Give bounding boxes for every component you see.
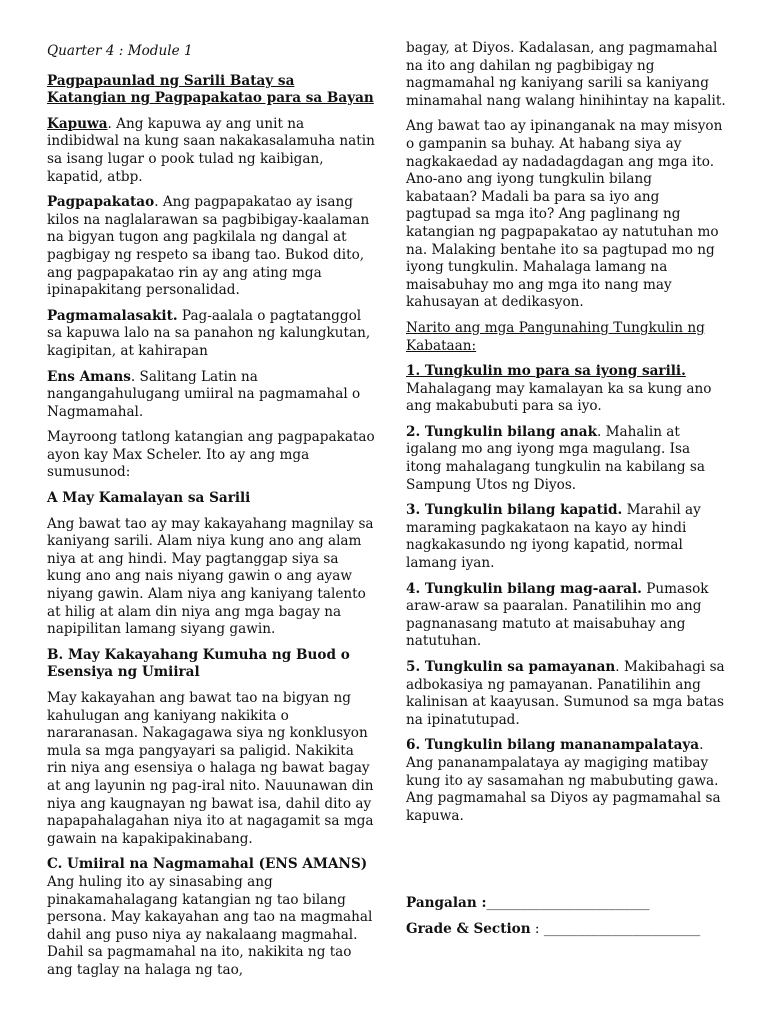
definition-kapuwa-text: . Ang kapuwa ay ang unit na indibidwal na kung saan nakakasalamuha natin sa isang lugar o pook tulad ng kaibigan, kapatid, atbp. [47,115,375,185]
tungkulin-item-2-text: . Mahalin at igalang mo ang iyong mga magulang. Isa itong mahalagang tungkulin na kabilang sa Sampung Utos ng Diyos. [406,423,705,493]
name-blank-line[interactable]: ________________________ [486,895,650,911]
definition-pagmamalasakit [47,308,377,361]
tungkulin-item-1-text: Mahalagang may kamalayan ka sa kung ano ang makabubuti para sa iyo. [406,380,712,415]
paragraph-a: Ang bawat tao ay may kakayahang magnilay sa kaniyang sarili. Alam niya kung ano ang alam niya at ang hindi. May pagtanggap siya sa kung ano ang nais niyang gawin o ang ayaw niyang gawin. Alam niya ang kaniyang talento at hilig at alam din niya ang mga bagay na napipilitan lamang siyang gawin. [47,515,374,638]
heading-a: A May Kamalayan sa Sarili [47,490,251,507]
tungkulin-item-6-title: 6. Tungkulin bilang mananampalataya [406,737,700,754]
definition-kapuwa [47,116,377,186]
name-label: Pangalan : [406,895,487,911]
tungkulin-list-heading: Narito ang mga Pangunahing Tungkulin ng Kabataan: [406,319,705,354]
paragraph-b: May kakayahan ang bawat tao na bigyan ng kahulugan ang kaniyang nakikita o nararanasan. Nakagagawa siya ng konklusyon mula sa mga pangyayari sa paligid. Nakikita rin niya ang esensiya o halaga ng bawat bagay at ang layunin ng pag-iral nito. Nauunawan din niya ang kaugnayan ng bawat isa, dahil dito ay napapahalagahan niya ito at nagagamit sa mga gawain na kapakipakinabang. [47,690,374,847]
quarter-module-label: Quarter 4 : Module 1 [47,43,193,59]
tungkulin-item-4-title: 4. Tungkulin bilang mag-aaral. [406,580,642,597]
tungkulin-item-3-title: 3. Tungkulin bilang kapatid. [406,502,623,519]
definition-ens-amans [47,369,377,422]
tungkulin-item-3-text: Marahil ay maraming pagkakataon na kayo ay hindi nagkakasundo ng iyong kapatid, normal lamang iyan. [406,502,701,572]
tungkulin-item-4-text: Pumasok araw-araw sa paaralan. Panatilihin mo ang pagnanasang matuto at maisabuhay ang natutuhan. [406,580,709,650]
paragraph-c: Ang huling ito ay sinasabing ang pinakamahalagang katangian ng tao bilang persona. May kakayahan ang tao na magmahal dahil ang puso niya ay nakalaang magmahal. Dahil sa pagmamahal na ito, nakikita ng tao ang taglay na halaga ng tao, [47,873,373,978]
definition-pagmamalasakit-text: Pag-aalala o pagtatanggol sa kapuwa lalo na sa panahon ng kalungkutan, kagipitan, at kahirapan [47,307,371,359]
term-kapuwa: Kapuwa [47,115,108,132]
module-title-line1: Pagpapaunlad ng Sarili Batay sa [47,72,295,89]
tungkulin-item-2 [406,424,726,494]
tungkulin-item-1-title: 1. Tungkulin mo para sa iyong sarili. [406,363,686,380]
tungkulin-item-5 [406,659,726,729]
student-info-form [406,895,726,938]
module-title-line2: Katangian ng Pagpapakatao para sa Bayan [47,90,374,107]
definition-pagpapakatao [47,194,377,300]
tungkulin-item-1 [406,363,726,416]
heading-b: B. May Kakayahang Kumuha ng Buod o Esensiya ng Umiiral [47,646,350,681]
paragraph-misyon: Ang bawat tao ay ipinanganak na may misyon o gampanin sa buhay. At habang siya ay nagkakaedad ay nadadagdagan ang mga ito. Ano-ano ang iyong tungkulin bilang kabataan? Madali ba para sa iyo ang pagtupad sa mga ito? Ang paglinang ng katangian ng pagpapakatao ay natutuhan mo na. Malaking bentahe ito sa pagtupad mo ng iyong tungkulin. Mahalaga lamang na maisabuhay mo ang mga ito nang may kahusayan at dedikasyon. [406,118,723,311]
tungkulin-item-6-text: . Ang pananampalataya ay magiging matibay kung ito ay sasamahan ng mabubuting gawa. Ang pagmamahal sa Diyos ay pagmamahal sa kapuwa. [406,737,721,824]
grade-section-label: Grade & Section [406,920,531,937]
right-column [406,40,726,937]
term-pagpapakatao: Pagpapakatao [47,194,155,211]
term-pagmamalasakit: Pagmamalasakit. [47,307,178,324]
paragraph-c-continued: bagay, at Diyos. Kadalasan, ang pagmamahal na ito ang dahilan ng pagbibigay ng nagmamahal ng kaniyang sarili sa kaniyang minamahal nang walang hinihintay na kapalit. [406,40,726,109]
intro-paragraph: Mayroong tatlong katangian ang pagpapakatao ayon kay Max Scheler. Ito ay ang mga sumusunod: [47,429,375,481]
grade-section-separator: : [530,920,544,937]
name-field-row [406,895,726,913]
definition-pagpapakatao-text: . Ang pagpapakatao ay isang kilos na naglalarawan sa pagbibigay-kaalaman na bigyan tugon ang pagkilala ng dangal at pagbigay ng respeto sa ibang tao. Bukod dito, ang pagpapakatao rin ay ang ating mga ipinapakitang personalidad. [47,194,370,299]
grade-section-blank-line[interactable]: _______________________ [543,920,701,937]
tungkulin-item-5-text: . Makibahagi sa adbokasiya ng pamayanan. Panatilihin ang kalinisan at kaayusan. Sumunod sa mga batas na ipinatutupad. [406,659,725,728]
definition-ens-amans-text: . Salitang Latin na nangangahulugang umiiral na pagmamahal o Nagmamahal. [47,368,361,420]
tungkulin-item-5-title: 5. Tungkulin sa pamayanan [406,659,616,675]
tungkulin-item-6 [406,737,726,825]
term-ens-amans: Ens Amans [47,368,131,385]
left-column [47,40,377,980]
tungkulin-item-4 [406,581,726,651]
heading-c: C. Umiiral na Nagmamahal (ENS AMANS) [47,856,368,873]
tungkulin-item-3 [406,502,726,572]
grade-section-field-row [406,921,726,939]
tungkulin-item-2-title: 2. Tungkulin bilang anak [406,423,597,440]
